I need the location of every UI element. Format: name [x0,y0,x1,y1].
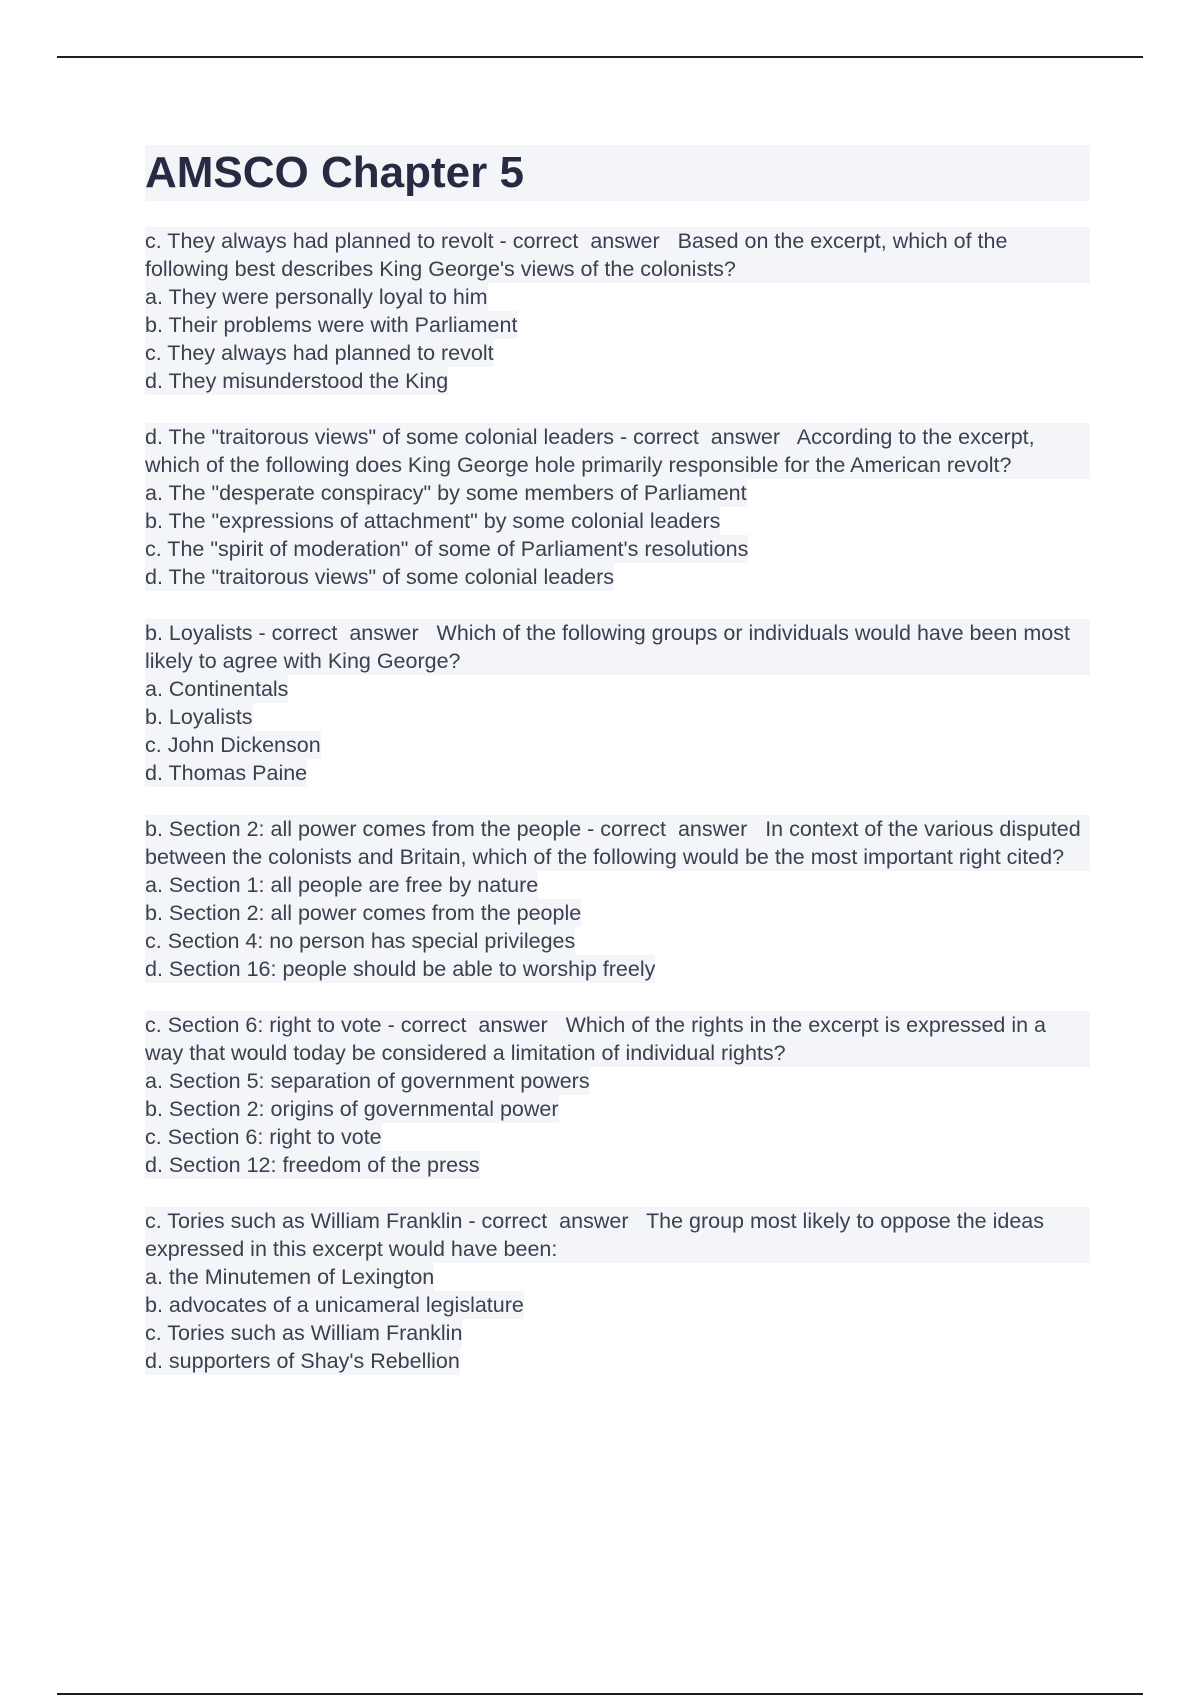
answer-option: d. They misunderstood the King [145,369,449,393]
answer-option: d. The "traitorous views" of some colonial leaders [145,565,614,589]
answer-option: b. Their problems were with Parliament [145,313,518,337]
answer-option: d. Thomas Paine [145,761,308,785]
top-rule [57,56,1143,58]
answer-option: c. The "spirit of moderation" of some of Parliament's resolutions [145,537,749,561]
question-stem: b. Loyalists - correct answer Which of the following groups or individuals would have been most likely to agree with King George? [145,619,1090,675]
answer-option: b. Section 2: origins of governmental power [145,1097,559,1121]
answer-option: c. Section 6: right to vote [145,1125,382,1149]
answer-option: a. Section 5: separation of government powers [145,1069,590,1093]
answer-option: a. the Minutemen of Lexington [145,1265,435,1289]
question-block-6 [145,1207,1090,1375]
bottom-rule [57,1693,1143,1695]
answer-option: c. Tories such as William Franklin [145,1321,463,1345]
answer-option: c. Section 4: no person has special privileges [145,929,576,953]
question-block-5 [145,1011,1090,1179]
answer-option: b. Loyalists [145,705,253,729]
question-block-1 [145,227,1090,395]
answer-option: a. Continentals [145,677,289,701]
answer-option: b. The "expressions of attachment" by some colonial leaders [145,509,721,533]
answer-option: a. They were personally loyal to him [145,285,488,309]
question-block-3 [145,619,1090,787]
question-stem: c. They always had planned to revolt - correct answer Based on the excerpt, which of the following best describes King George's views of the colonists? [145,227,1090,283]
question-stem: c. Tories such as William Franklin - correct answer The group most likely to oppose the ideas expressed in this excerpt would have been: [145,1207,1090,1263]
answer-option: d. supporters of Shay's Rebellion [145,1349,460,1373]
answer-option: b. Section 2: all power comes from the people [145,901,582,925]
question-stem: b. Section 2: all power comes from the people - correct answer In context of the various disputed between the colonists and Britain, which of the following would be the most important right cited? [145,815,1090,871]
document-title: AMSCO Chapter 5 [145,148,524,197]
answer-option: a. The "desperate conspiracy" by some members of Parliament [145,481,747,505]
question-stem: d. The "traitorous views" of some colonial leaders - correct answer According to the excerpt, which of the following does King George hole primarily responsible for the American revolt? [145,423,1090,479]
answer-option: b. advocates of a unicameral legislature [145,1293,524,1317]
document-body [145,145,1090,1403]
question-block-4 [145,815,1090,983]
answer-option: a. Section 1: all people are free by nature [145,873,539,897]
answer-option: d. Section 12: freedom of the press [145,1153,480,1177]
question-stem: c. Section 6: right to vote - correct answer Which of the rights in the excerpt is expressed in a way that would today be considered a limitation of individual rights? [145,1011,1090,1067]
answer-option: c. John Dickenson [145,733,321,757]
question-block-2 [145,423,1090,591]
answer-option: c. They always had planned to revolt [145,341,494,365]
answer-option: d. Section 16: people should be able to worship freely [145,957,656,981]
title-bar [145,145,1090,201]
